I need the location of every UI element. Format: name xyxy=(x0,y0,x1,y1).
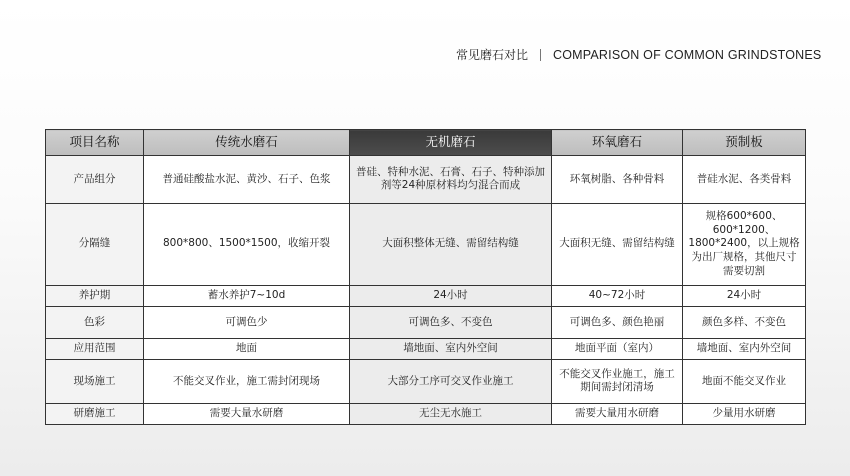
table-header-row xyxy=(46,130,806,156)
title-divider xyxy=(540,49,541,61)
title-cn: 常见磨石对比 xyxy=(456,48,529,62)
row-label: 研磨施工 xyxy=(46,403,144,424)
col-header-epoxy: 环氧磨石 xyxy=(552,130,683,156)
row-label: 现场施工 xyxy=(46,360,144,404)
row-label: 养护期 xyxy=(46,285,144,306)
row-label: 色彩 xyxy=(46,307,144,338)
table-cell: 环氧树脂、各种骨料 xyxy=(552,156,683,204)
table-row xyxy=(46,156,806,204)
table-row xyxy=(46,338,806,359)
table-cell: 需要大量用水研磨 xyxy=(552,403,683,424)
col-header-inorganic: 无机磨石 xyxy=(350,130,552,156)
table-cell: 大部分工序可交叉作业施工 xyxy=(350,360,552,404)
table-cell: 普通硅酸盐水泥、黄沙、石子、色浆 xyxy=(144,156,350,204)
table-cell: 地面不能交叉作业 xyxy=(683,360,806,404)
table-cell: 不能交叉作业施工，施工期间需封闭清场 xyxy=(552,360,683,404)
table-cell: 普硅水泥、各类骨料 xyxy=(683,156,806,204)
table-cell: 可调色多、不变色 xyxy=(350,307,552,338)
table-cell: 需要大量水研磨 xyxy=(144,403,350,424)
table-cell: 墙地面、室内外空间 xyxy=(350,338,552,359)
table-cell: 大面积无缝、需留结构缝 xyxy=(552,203,683,285)
table-cell: 800*800、1500*1500，收缩开裂 xyxy=(144,203,350,285)
row-label: 产品组分 xyxy=(46,156,144,204)
table-row xyxy=(46,203,806,285)
table-cell: 24小时 xyxy=(350,285,552,306)
table-cell: 可调色多、颜色艳丽 xyxy=(552,307,683,338)
table-cell: 24小时 xyxy=(683,285,806,306)
table-cell: 40~72小时 xyxy=(552,285,683,306)
table-cell: 墙地面、室内外空间 xyxy=(683,338,806,359)
table-cell: 地面 xyxy=(144,338,350,359)
table-cell: 少量用水研磨 xyxy=(683,403,806,424)
table-cell: 规格600*600、600*1200、1800*2400，以上规格为出厂规格，其他尺寸需要切割 xyxy=(683,203,806,285)
page-header xyxy=(456,46,821,63)
table-cell: 不能交叉作业，施工需封闭现场 xyxy=(144,360,350,404)
col-header-item: 项目名称 xyxy=(46,130,144,156)
table-cell: 地面平面（室内） xyxy=(552,338,683,359)
row-label: 分隔缝 xyxy=(46,203,144,285)
table-cell: 可调色少 xyxy=(144,307,350,338)
col-header-traditional: 传统水磨石 xyxy=(144,130,350,156)
table-row xyxy=(46,360,806,404)
table-cell: 大面积整体无缝、需留结构缝 xyxy=(350,203,552,285)
row-label: 应用范围 xyxy=(46,338,144,359)
table-row xyxy=(46,307,806,338)
table-cell: 无尘无水施工 xyxy=(350,403,552,424)
col-header-precast: 预制板 xyxy=(683,130,806,156)
table-row xyxy=(46,285,806,306)
comparison-table xyxy=(45,129,806,425)
title-en: COMPARISON OF COMMON GRINDSTONES xyxy=(553,47,822,62)
table-cell: 蓄水养护7~10d xyxy=(144,285,350,306)
table-cell: 颜色多样、不变色 xyxy=(683,307,806,338)
table-row xyxy=(46,403,806,424)
table-cell: 普硅、特种水泥、石膏、石子、特种添加剂等24种原材料均匀混合而成 xyxy=(350,156,552,204)
